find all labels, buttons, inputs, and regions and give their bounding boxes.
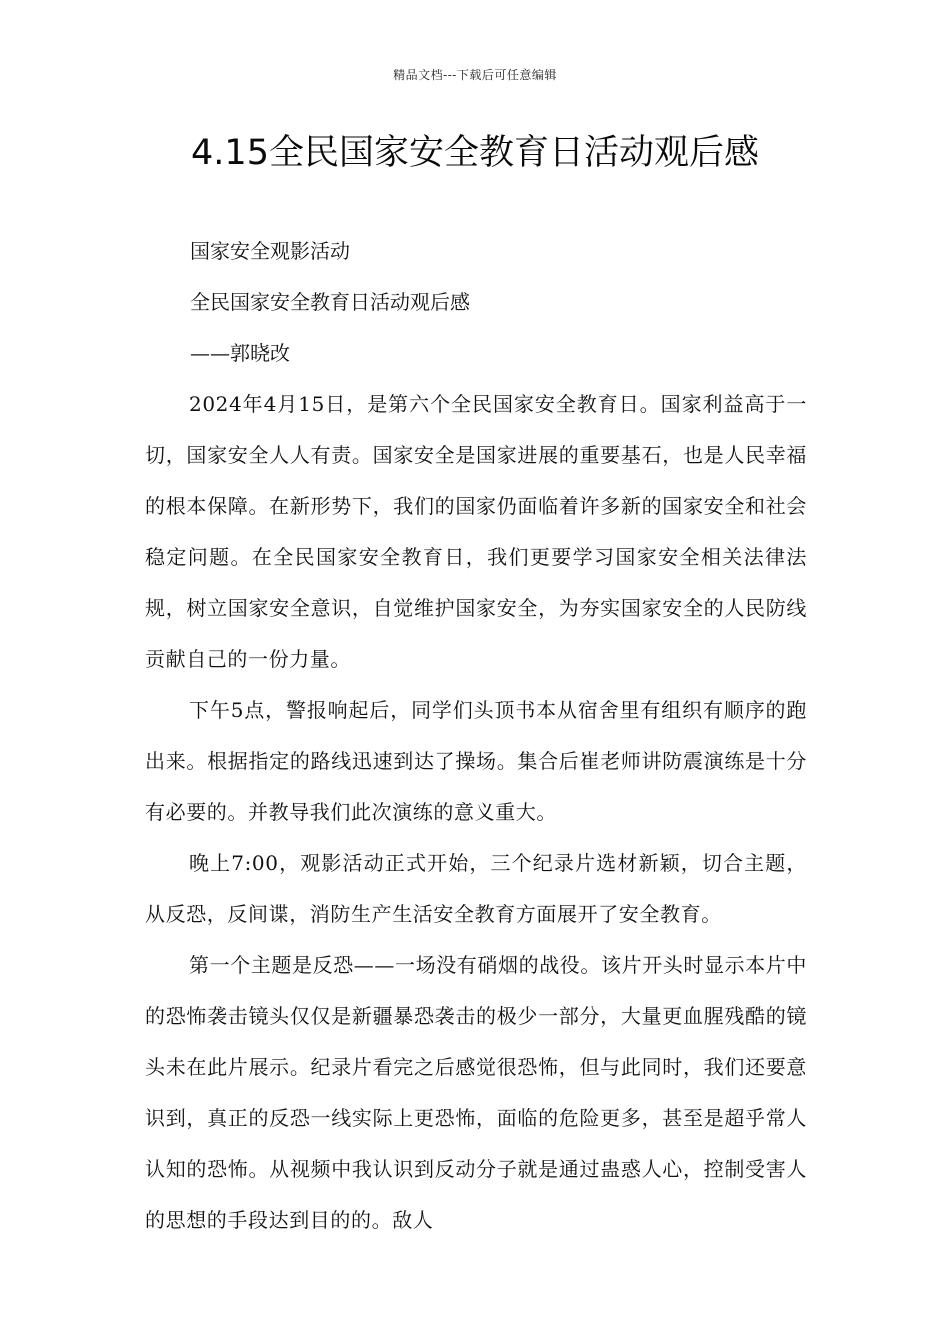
document-body — [145, 226, 807, 1246]
header-note: 精品文档---下载后可任意编辑 — [393, 68, 557, 82]
body-paragraph-1: 2024年4月15日，是第六个全民国家安全教育日。国家利益高于一切，国家安全人人有责。国家安全是国家进展的重要基石，也是人民幸福的根本保障。在新形势下，我们的国家仍面临着许多新的国家安全和社会稳定问题。在全民国家安全教育日，我们更要学习国家安全相关法律法规，树立国家安全意识，自觉维护国家安全，为夯实国家安全的人民防线贡献自己的一份力量。 — [145, 392, 807, 671]
body-paragraph-4: 第一个主题是反恐——一场没有硝烟的战役。该片开头时显示本片中的恐怖袭击镜头仅仅是新疆暴恐袭击的极少一部分，大量更血腥残酷的镜头未在此片展示。纪录片看完之后感觉很恐怖，但与此同时，我们还要意识到，真正的反恐一线实际上更恐怖，面临的危险更多，甚至是超乎常人认知的恐怖。从视频中我认识到反动分子就是通过蛊惑人心，控制受害人的思想的手段达到目的的。敌人 — [145, 953, 807, 1232]
body-paragraph-3: 晚上7:00，观影活动正式开始，三个纪录片选材新颖，切合主题，从反恐，反间谍，消防生产生活安全教育方面展开了安全教育。 — [145, 851, 807, 926]
event-name-line: 国家安全观影活动 — [190, 239, 350, 263]
body-paragraph-2: 下午5点，警报响起后，同学们头顶书本从宿舍里有组织有顺序的跑出来。根据指定的路线迅速到达了操场。集合后崔老师讲防震演练是十分有必要的。并教导我们此次演练的意义重大。 — [145, 698, 807, 824]
subtitle-line: 全民国家安全教育日活动观后感 — [190, 290, 470, 314]
author-line: ——郭晓改 — [190, 341, 290, 365]
document-title: 4.15全民国家安全教育日活动观后感 — [191, 133, 759, 173]
